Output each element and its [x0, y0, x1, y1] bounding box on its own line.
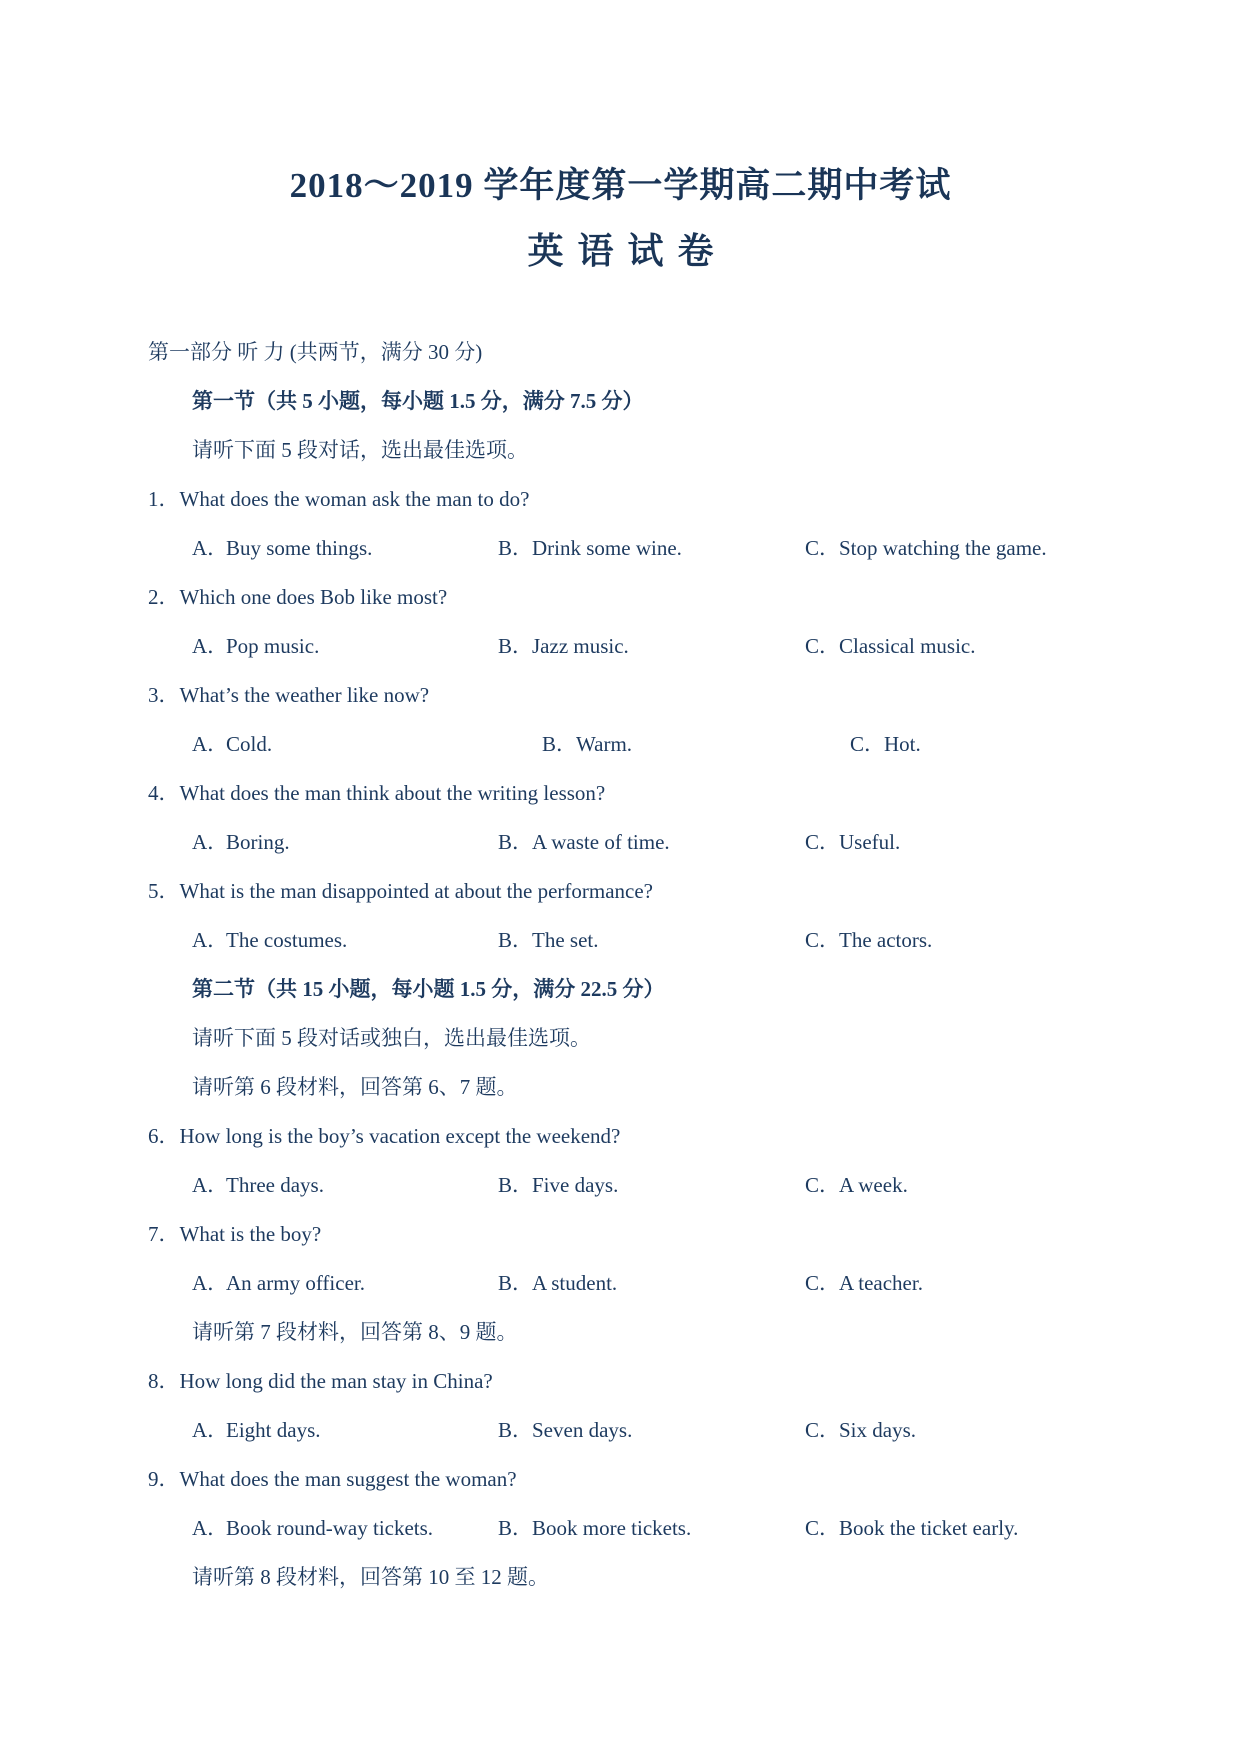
option-c	[805, 1515, 1018, 1541]
question	[148, 1466, 517, 1492]
option-b	[498, 927, 598, 953]
question	[148, 1123, 620, 1149]
option-a	[192, 535, 372, 561]
option-letter: A．	[192, 1271, 229, 1295]
option-text: Book round-way tickets.	[226, 1516, 434, 1540]
question-number: 6．	[148, 1124, 180, 1148]
question-text: What’s the weather like now?	[179, 683, 430, 707]
option-letter: A．	[192, 1418, 229, 1442]
option-c	[805, 1172, 908, 1198]
question-text: How long is the boy’s vacation except the weekend?	[179, 1124, 621, 1148]
option-a	[192, 1270, 365, 1296]
option-text: A week.	[839, 1173, 908, 1197]
option-text: Three days.	[226, 1173, 324, 1197]
option-text: Eight days.	[226, 1418, 321, 1442]
option-text: Warm.	[576, 732, 633, 756]
option-text: Book more tickets.	[532, 1516, 692, 1540]
option-text: An army officer.	[226, 1271, 365, 1295]
option-letter: A．	[192, 1173, 229, 1197]
option-a	[192, 731, 272, 757]
option-letter: C．	[805, 1271, 841, 1295]
option-c	[805, 829, 900, 855]
question-text: What does the man think about the writing lesson?	[179, 781, 606, 805]
question-number: 9．	[148, 1467, 180, 1491]
option-letter: C．	[805, 928, 841, 952]
option-b	[498, 1515, 691, 1541]
option-c	[850, 731, 921, 757]
question-text: What does the woman ask the man to do?	[179, 487, 530, 511]
material-note: 请听第 8 段材料，回答第 10 至 12 题。	[192, 1565, 549, 1589]
section-heading: 第二节（共 15 小题，每小题 1.5 分，满分 22.5 分）	[192, 977, 665, 1001]
option-b	[542, 731, 632, 757]
section-instruction: 请听下面 5 段对话，选出最佳选项。	[192, 438, 528, 462]
option-a	[192, 1417, 321, 1443]
option-text: A waste of time.	[532, 830, 670, 854]
question-number: 4．	[148, 781, 180, 805]
option-text: The costumes.	[226, 928, 348, 952]
option-letter: A．	[192, 1516, 229, 1540]
question	[148, 878, 653, 904]
question-number: 5．	[148, 879, 180, 903]
material-note: 请听第 7 段材料，回答第 8、9 题。	[192, 1320, 518, 1344]
question	[148, 1368, 493, 1394]
option-letter: C．	[805, 536, 841, 560]
option-letter: B．	[498, 634, 534, 658]
question	[148, 780, 605, 806]
question	[148, 682, 429, 708]
part-heading: 第一部分 听 力 (共两节，满分 30 分)	[148, 340, 483, 364]
option-c	[805, 633, 975, 659]
option-letter: C．	[805, 830, 841, 854]
option-text: Buy some things.	[226, 536, 373, 560]
option-b	[498, 535, 682, 561]
question	[148, 584, 447, 610]
option-text: A teacher.	[839, 1271, 923, 1295]
option-text: Pop music.	[226, 634, 320, 658]
option-a	[192, 1515, 433, 1541]
option-letter: A．	[192, 634, 229, 658]
option-b	[498, 1417, 632, 1443]
option-letter: C．	[850, 732, 886, 756]
option-letter: C．	[805, 1418, 841, 1442]
option-c	[805, 1270, 923, 1296]
option-text: Book the ticket early.	[839, 1516, 1019, 1540]
option-letter: C．	[805, 634, 841, 658]
option-letter: B．	[498, 1271, 534, 1295]
option-text: The set.	[532, 928, 599, 952]
question-text: What does the man suggest the woman?	[179, 1467, 517, 1491]
option-letter: C．	[805, 1173, 841, 1197]
option-letter: C．	[805, 1516, 841, 1540]
option-letter: A．	[192, 928, 229, 952]
section-heading: 第一节（共 5 小题，每小题 1.5 分，满分 7.5 分）	[192, 389, 644, 413]
option-letter: B．	[498, 536, 534, 560]
option-c	[805, 535, 1047, 561]
option-text: The actors.	[839, 928, 933, 952]
option-a	[192, 927, 347, 953]
option-letter: A．	[192, 536, 229, 560]
question-number: 3．	[148, 683, 180, 707]
option-text: Cold.	[226, 732, 273, 756]
question-text: Which one does Bob like most?	[179, 585, 448, 609]
question	[148, 486, 529, 512]
option-letter: B．	[498, 1516, 534, 1540]
section-instruction: 请听下面 5 段对话或独白，选出最佳选项。	[192, 1026, 591, 1050]
option-letter: B．	[498, 1418, 534, 1442]
option-letter: B．	[498, 1173, 534, 1197]
option-letter: A．	[192, 732, 229, 756]
option-a	[192, 829, 290, 855]
exam-title: 2018～2019 学年度第一学期高二期中考试	[289, 166, 952, 205]
material-note: 请听第 6 段材料，回答第 6、7 题。	[192, 1075, 518, 1099]
exam-subtitle: 英语试卷	[527, 231, 728, 271]
option-c	[805, 1417, 916, 1443]
option-letter: B．	[542, 732, 578, 756]
question	[148, 1221, 321, 1247]
option-text: Boring.	[226, 830, 290, 854]
option-text: Stop watching the game.	[839, 536, 1047, 560]
question-number: 8．	[148, 1369, 180, 1393]
option-text: Six days.	[839, 1418, 917, 1442]
option-text: Jazz music.	[532, 634, 629, 658]
option-b	[498, 829, 670, 855]
question-text: What is the boy?	[179, 1222, 322, 1246]
option-text: A student.	[532, 1271, 618, 1295]
question-number: 7．	[148, 1222, 180, 1246]
question-text: What is the man disappointed at about the performance?	[179, 879, 653, 903]
option-text: Hot.	[884, 732, 921, 756]
option-text: Drink some wine.	[532, 536, 682, 560]
option-text: Five days.	[532, 1173, 619, 1197]
option-c	[805, 927, 932, 953]
option-letter: A．	[192, 830, 229, 854]
option-text: Seven days.	[532, 1418, 633, 1442]
option-b	[498, 633, 629, 659]
question-number: 1．	[148, 487, 180, 511]
option-b	[498, 1270, 617, 1296]
option-letter: B．	[498, 830, 534, 854]
question-number: 2．	[148, 585, 180, 609]
option-a	[192, 633, 319, 659]
option-text: Classical music.	[839, 634, 976, 658]
option-text: Useful.	[839, 830, 901, 854]
option-letter: B．	[498, 928, 534, 952]
option-a	[192, 1172, 324, 1198]
question-text: How long did the man stay in China?	[179, 1369, 493, 1393]
option-b	[498, 1172, 618, 1198]
